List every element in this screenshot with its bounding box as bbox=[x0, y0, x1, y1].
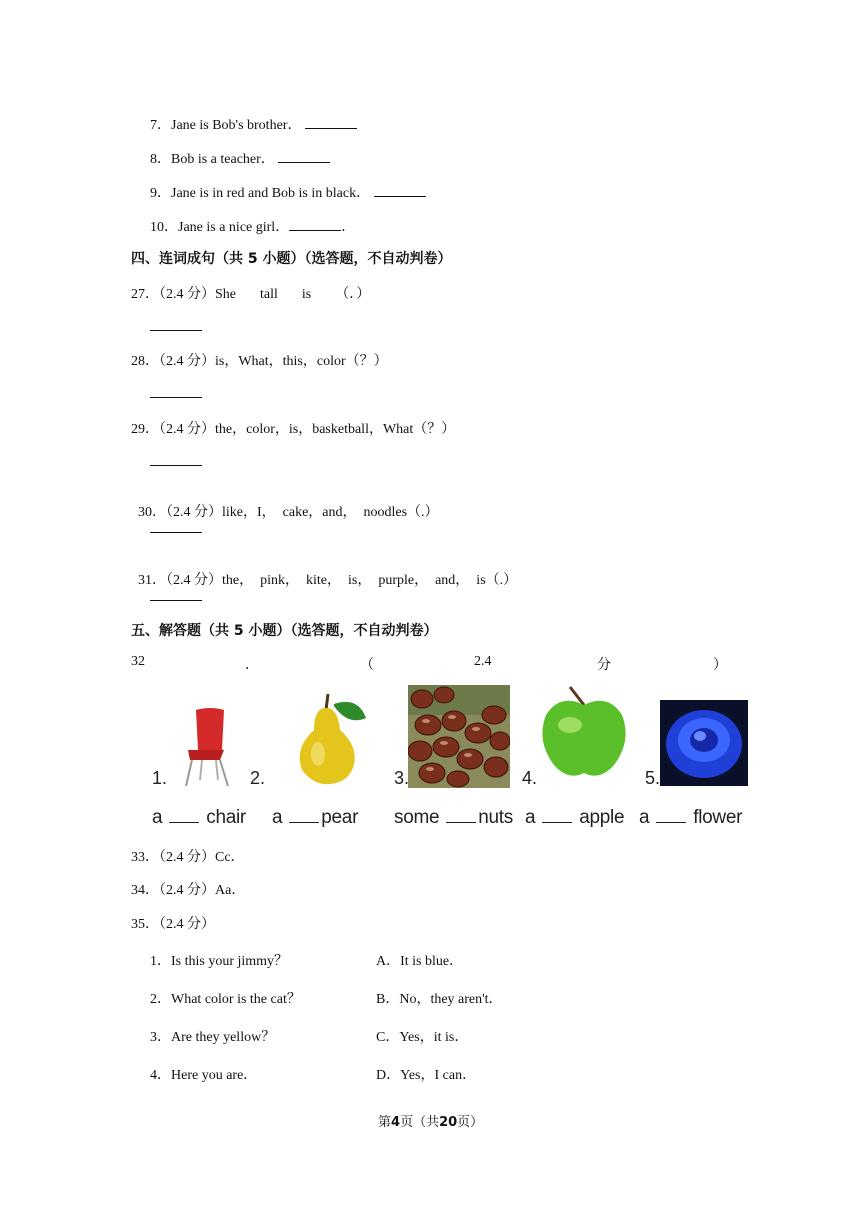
caption-4: a apple bbox=[525, 807, 625, 828]
chair-image bbox=[180, 706, 236, 788]
match-right-d: D．Yes，I can． bbox=[376, 1068, 477, 1083]
match-right-b: B．No，they aren't． bbox=[376, 992, 503, 1007]
rose-image bbox=[660, 700, 748, 786]
answer-blank[interactable] bbox=[289, 218, 341, 231]
chestnuts-image bbox=[408, 685, 510, 788]
answer-blank[interactable] bbox=[656, 808, 686, 823]
question-28: 28．（2.4 分）is，What，this，color（？） bbox=[131, 354, 388, 369]
pear-image bbox=[288, 692, 370, 786]
page-footer: 第4页（共20页） bbox=[378, 1115, 484, 1130]
answer-blank[interactable] bbox=[278, 150, 330, 163]
apple-image bbox=[540, 685, 628, 781]
answer-line[interactable] bbox=[150, 330, 202, 331]
question-30: 30．（2.4 分）like，I， cake，and， noodles（.） bbox=[138, 505, 439, 520]
statement-9: 9．Jane is in red and Bob is in black． bbox=[150, 182, 426, 202]
answer-blank[interactable] bbox=[542, 808, 572, 823]
answer-line[interactable] bbox=[150, 532, 202, 533]
question-29: 29．（2.4 分）the，color，is，basketball，What（？） bbox=[131, 422, 456, 437]
question-33: 33．（2.4 分）Cc． bbox=[131, 850, 245, 865]
caption-2: a pear bbox=[272, 807, 359, 828]
match-left-2: 2．What color is the cat？ bbox=[150, 992, 301, 1007]
answer-blank[interactable] bbox=[289, 808, 319, 823]
caption-1: a chair bbox=[152, 807, 246, 828]
section-5-title: 五、解答题（共 5 小题）（选答题，不自动判卷） bbox=[131, 623, 438, 639]
statement-8: 8．Bob is a teacher． bbox=[150, 148, 330, 168]
caption-3: some nuts bbox=[394, 807, 513, 828]
statement-7: 7．Jane is Bob's brother． bbox=[150, 114, 357, 134]
answer-blank[interactable] bbox=[169, 808, 199, 823]
answer-blank[interactable] bbox=[374, 184, 426, 197]
caption-5: a flower bbox=[639, 807, 743, 828]
question-27: 27．（2.4 分）She tall is （．） bbox=[131, 287, 371, 302]
question-34: 34．（2.4 分）Aa． bbox=[131, 883, 246, 898]
section-4-title: 四、连词成句（共 5 小题）（选答题，不自动判卷） bbox=[131, 251, 452, 267]
question-31: 31．（2.4 分）the， pink， kite， is， purple， and， is（.） bbox=[138, 573, 518, 588]
question-35: 35．（2.4 分） bbox=[131, 917, 215, 932]
match-left-3: 3．Are they yellow？ bbox=[150, 1030, 276, 1045]
answer-line[interactable] bbox=[150, 397, 202, 398]
match-left-1: 1．Is this your jimmy？ bbox=[150, 954, 289, 969]
answer-blank[interactable] bbox=[305, 116, 357, 129]
match-right-c: C．Yes，it is． bbox=[376, 1030, 469, 1045]
answer-blank[interactable] bbox=[446, 808, 476, 823]
answer-line[interactable] bbox=[150, 600, 202, 601]
match-left-4: 4．Here you are． bbox=[150, 1068, 258, 1083]
statement-10: 10．Jane is a nice girl． ． bbox=[150, 220, 356, 235]
answer-line[interactable] bbox=[150, 465, 202, 466]
match-right-a: A．It is blue． bbox=[376, 954, 464, 969]
